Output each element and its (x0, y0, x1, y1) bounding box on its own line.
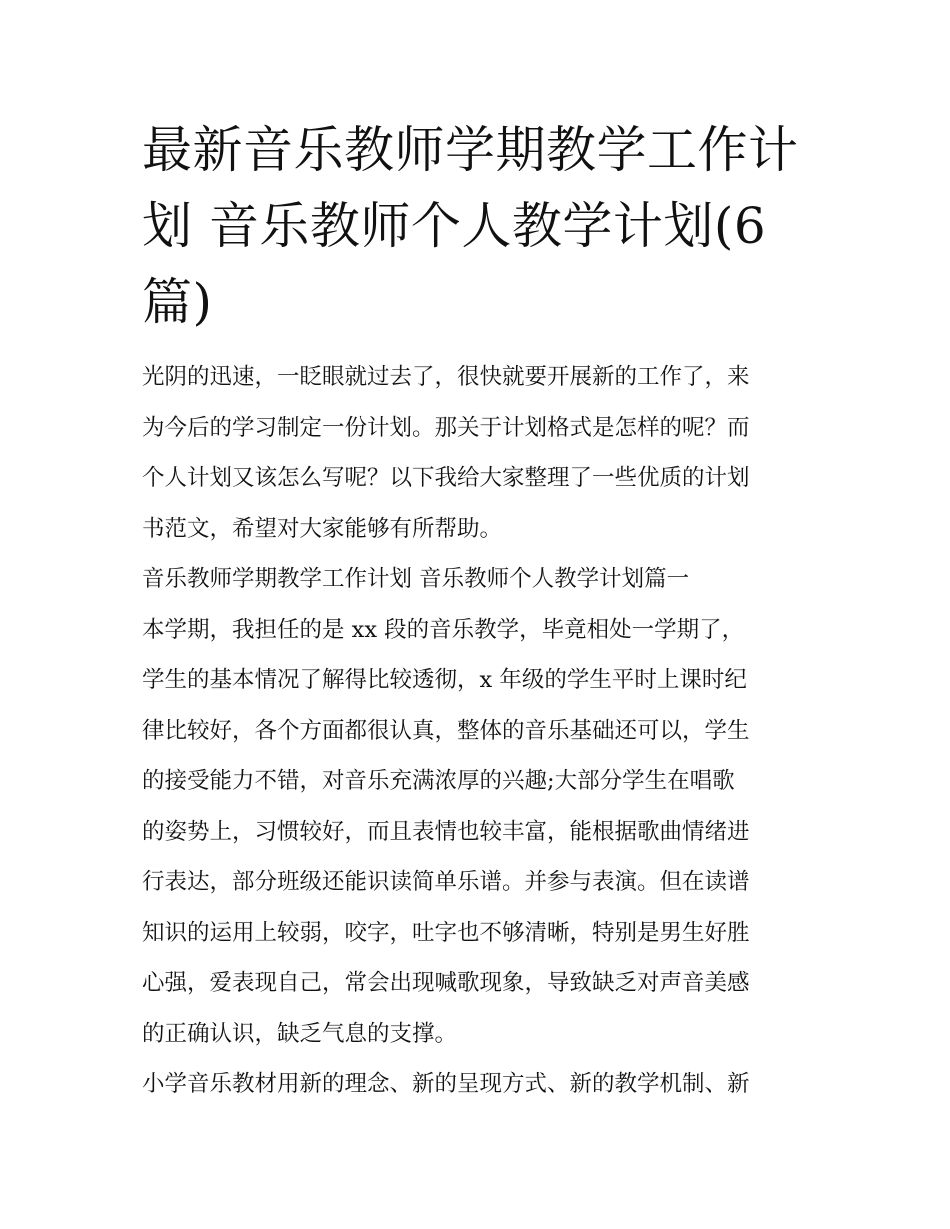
text-line: 本学期，我担任的是 xx 段的音乐教学，毕竟相处一学期了， (142, 616, 745, 643)
text-line: 为今后的学习制定一份计划。那关于计划格式是怎样的呢？而 (142, 414, 750, 441)
text-line: 的姿势上，习惯较好，而且表情也较丰富，能根据歌曲情绪进 (142, 818, 750, 845)
title-line: 划 音乐教师个人教学计划(6 (142, 197, 767, 255)
title-line: 最新音乐教师学期教学工作计 (142, 121, 799, 179)
intro-paragraph (142, 352, 818, 554)
text-line: 学生的基本情况了解得比较透彻，x 年级的学生平时上课时纪 (142, 667, 747, 693)
section-heading-text: 音乐教师学期教学工作计划 音乐教师个人教学计划篇一 (142, 566, 690, 592)
text-line: 书范文，希望对大家能够有所帮助。 (142, 515, 503, 542)
text-line: 知识的运用上较弱，咬字，吐字也不够清晰，特别是男生好胜 (142, 919, 750, 946)
text-line: 心强，爱表现自己，常会出现喊歌现象，导致缺乏对声音美感 (142, 970, 750, 996)
paragraph-1 (142, 605, 818, 1060)
text-line: 个人计划又该怎么写呢？以下我给大家整理了一些优质的计划 (142, 465, 750, 491)
paragraph-2 (142, 1059, 818, 1110)
text-line: 光阴的迅速，一眨眼就过去了，很快就要开展新的工作了，来 (142, 364, 750, 390)
title-line: 篇) (142, 273, 213, 331)
document-content (142, 112, 818, 1110)
text-line: 的接受能力不错，对音乐充满浓厚的兴趣;大部分学生在唱歌 (142, 768, 735, 794)
text-line: 的正确认识，缺乏气息的支撑。 (142, 1020, 458, 1047)
text-line: 律比较好，各个方面都很认真，整体的音乐基础还可以，学生 (142, 717, 750, 744)
section-heading (142, 554, 818, 605)
text-line: 小学音乐教材用新的理念、新的呈现方式、新的教学机制、新 (142, 1071, 750, 1097)
text-line: 行表达，部分班级还能识读简单乐谱。并参与表演。但在读谱 (142, 869, 750, 895)
document-title (142, 112, 818, 340)
